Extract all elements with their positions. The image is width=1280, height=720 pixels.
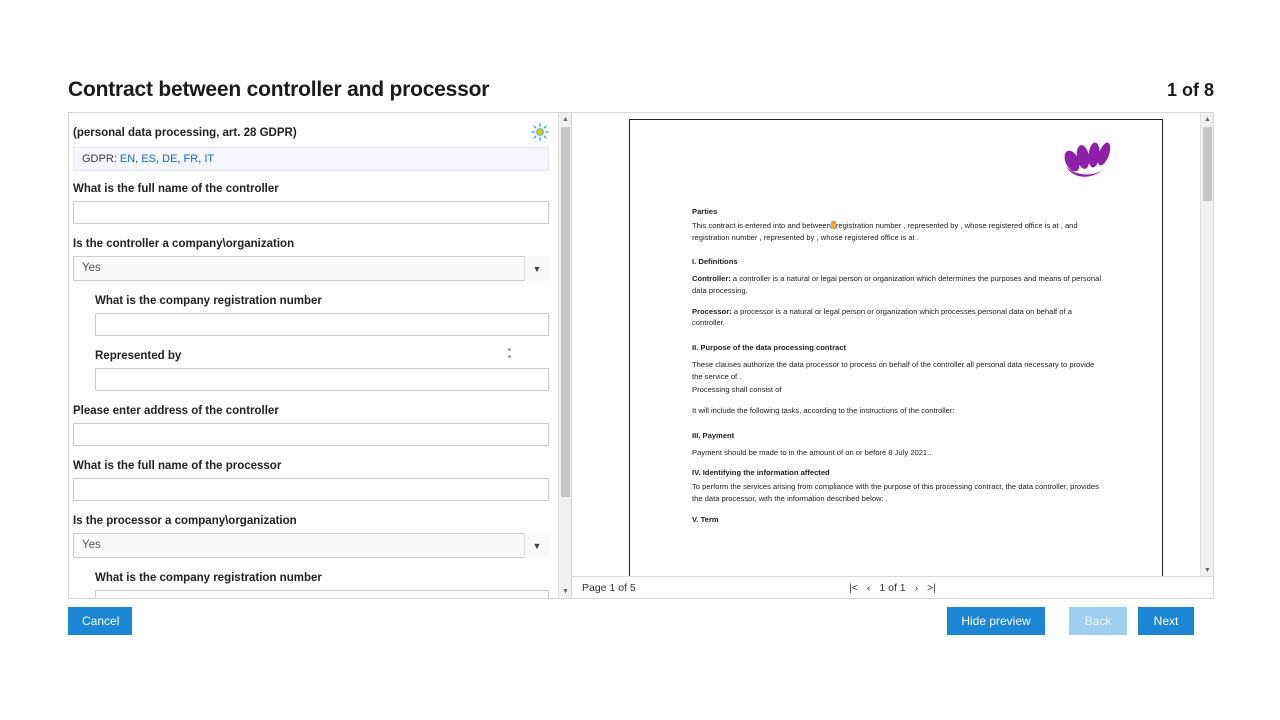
form-panel xyxy=(68,112,572,599)
doc-identifying-text: To perform the services arising from compliance with the purpose of this processing contract, the data controller, provides the data processor, with the information described below: . xyxy=(692,482,1099,504)
select-controller-is-company[interactable] xyxy=(73,256,549,281)
doc-purpose-heading: II. Purpose of the data processing contract xyxy=(692,343,847,353)
page-indicator: Page 1 of 5 xyxy=(582,581,636,594)
input-controller-full-name[interactable] xyxy=(73,201,549,224)
language-bar-label: GDPR: xyxy=(82,153,117,165)
doc-purpose-text-1: These clauses authorize the data processor to process on behalf of the controller all personal data necessary to provide the service of . xyxy=(692,359,1095,381)
input-controller-address[interactable] xyxy=(73,423,549,446)
label-controller-registration-number: What is the company registration number xyxy=(95,295,322,307)
main-content xyxy=(68,112,1214,599)
panel-splitter[interactable] xyxy=(505,112,515,599)
preview-pager xyxy=(849,582,936,594)
scroll-down-icon[interactable]: ▼ xyxy=(1204,567,1211,574)
label-controller-address: Please enter address of the controller xyxy=(73,405,279,417)
doc-payment-text: Payment should be made to in the amount of on or before 8 July 2021.. xyxy=(692,447,932,457)
form-scrollbar-thumb[interactable] xyxy=(561,127,570,497)
document-page xyxy=(629,119,1163,577)
form-scroll-area xyxy=(69,113,561,599)
doc-purpose-text-3: It will include the following tasks, according to the instructions of the controller: xyxy=(692,406,955,416)
label-processor-is-company: Is the processor a company\organization xyxy=(73,515,297,527)
doc-processor-def: a processor is a natural or legal person or organization which processes personal data on behalf of a controller. xyxy=(692,306,1072,328)
lightbulb-icon[interactable] xyxy=(531,123,549,141)
select-processor-is-company-value: Yes xyxy=(73,533,549,558)
label-controller-represented-by: Represented by xyxy=(95,350,182,362)
input-controller-registration-number[interactable] xyxy=(95,313,549,336)
doc-processor-definition xyxy=(692,306,1102,330)
document-preview-panel xyxy=(572,112,1214,599)
cancel-button[interactable]: Cancel xyxy=(68,607,132,635)
preview-scrollbar[interactable] xyxy=(1200,113,1213,577)
next-page-icon[interactable]: › xyxy=(914,581,919,594)
select-controller-is-company-value: Yes xyxy=(73,256,549,281)
label-processor-full-name: What is the full name of the processor xyxy=(73,460,282,472)
doc-controller-term: Controller: xyxy=(692,274,731,284)
doc-controller-definition xyxy=(692,273,1102,297)
chevron-down-icon[interactable]: ▼ xyxy=(524,533,549,558)
doc-definitions-heading: I. Definitions xyxy=(692,257,738,267)
doc-term-heading: V. Term xyxy=(692,514,719,524)
language-bar: GDPR: EN, ES, DE, FR, IT xyxy=(73,147,549,171)
prev-page-icon[interactable]: ‹ xyxy=(866,581,871,594)
input-processor-full-name[interactable] xyxy=(73,478,549,501)
input-controller-represented-by[interactable] xyxy=(95,368,549,391)
label-controller-is-company: Is the controller a company\organization xyxy=(73,238,295,250)
form-scrollbar[interactable] xyxy=(558,113,571,598)
scroll-up-icon[interactable]: ▲ xyxy=(559,113,572,126)
language-link-en[interactable]: EN xyxy=(119,153,136,165)
scroll-up-icon[interactable]: ▲ xyxy=(1204,116,1211,123)
next-button[interactable]: Next xyxy=(1138,607,1194,635)
input-processor-registration-number[interactable] xyxy=(95,590,549,599)
step-counter: 1 of 8 xyxy=(1166,80,1214,100)
chevron-down-icon[interactable]: ▼ xyxy=(524,256,549,281)
last-page-icon[interactable]: >| xyxy=(927,581,936,594)
label-processor-registration-number: What is the company registration number xyxy=(95,572,322,584)
back-button[interactable]: Back xyxy=(1069,607,1127,635)
doc-parties-text-1: This contract is entered into and between xyxy=(692,220,831,230)
select-processor-is-company[interactable] xyxy=(73,533,549,558)
preview-scrollbar-thumb[interactable] xyxy=(1203,127,1212,201)
company-logo xyxy=(1058,137,1116,183)
footer-actions xyxy=(68,607,1214,635)
page-title: Contract between controller and processor xyxy=(68,78,490,101)
document-canvas[interactable] xyxy=(572,113,1213,577)
document-text xyxy=(692,206,1102,529)
hide-preview-button[interactable]: Hide preview xyxy=(947,607,1045,635)
doc-parties-text-2: registration number , represented by , whose registered office is at , and registration number , represented by , whose registered office is at . xyxy=(692,220,1078,242)
doc-payment-heading: III. Payment xyxy=(692,430,735,440)
doc-processor-term: Processor: xyxy=(692,306,732,316)
preview-statusbar xyxy=(572,576,1213,598)
doc-parties-heading: Parties xyxy=(692,207,718,216)
form-subtitle: (personal data processing, art. 28 GDPR) xyxy=(73,127,297,139)
language-link-es[interactable]: ES xyxy=(141,153,156,165)
scroll-down-icon[interactable]: ▼ xyxy=(559,585,572,598)
language-link-fr[interactable]: FR xyxy=(183,153,199,165)
first-page-icon[interactable]: |< xyxy=(849,581,858,594)
doc-controller-def: a controller is a natural or legal person or organization which determines the purposes and means of personal data processing. xyxy=(692,274,1102,295)
page-header xyxy=(68,78,1214,102)
label-controller-full-name: What is the full name of the controller xyxy=(73,183,279,195)
pager-page-of: 1 of 1 xyxy=(879,581,906,594)
doc-purpose-text-2: Processing shall consist of xyxy=(692,385,782,395)
doc-identifying-heading: IV. Identifying the information affected xyxy=(692,468,830,478)
doc-parties-line xyxy=(692,220,1102,244)
language-link-de[interactable]: DE xyxy=(162,153,178,165)
language-link-it[interactable]: IT xyxy=(204,153,215,165)
